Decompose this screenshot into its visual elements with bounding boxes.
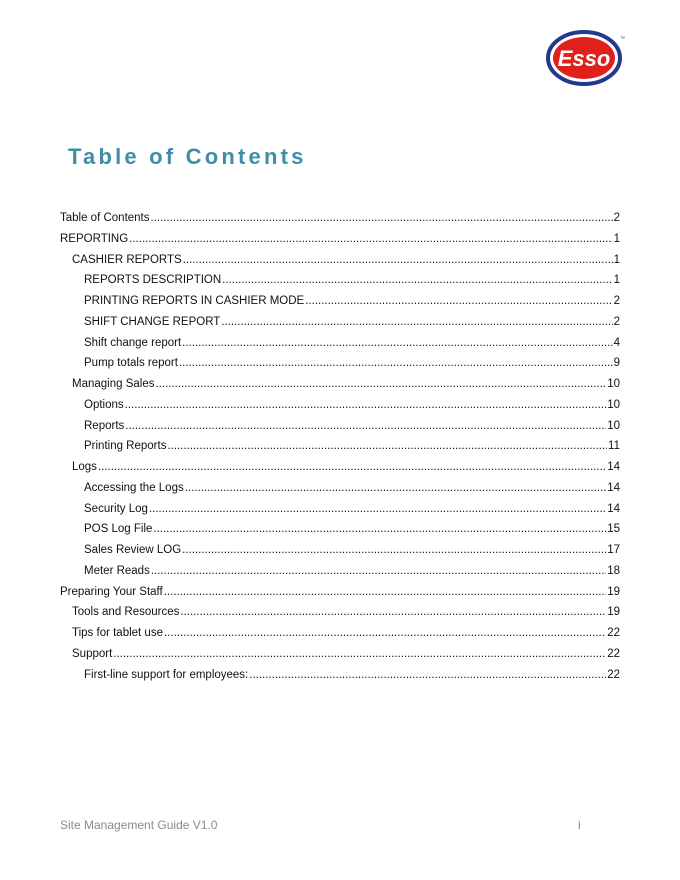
logo-trademark: ™ (620, 36, 625, 42)
toc-dot-leader (155, 374, 606, 395)
toc-dot-leader (222, 270, 612, 291)
toc-entry-page: 19 (607, 585, 620, 598)
toc-entry-page: 22 (607, 627, 620, 639)
toc-heading: Table of Contents (68, 144, 307, 169)
toc-entry-page: 19 (607, 606, 620, 619)
toc-entry-page: 1 (613, 253, 620, 266)
toc-dot-leader (129, 229, 612, 250)
toc-entry-page: 15 (607, 523, 620, 536)
toc-entry-title: Printing Reports (84, 440, 167, 453)
toc-entry-page: 14 (607, 502, 620, 515)
toc-entry-title: Logs (72, 461, 97, 473)
toc-entry-page: 14 (607, 461, 620, 473)
toc-entry[interactable] (60, 353, 620, 374)
toc-entry-title: Options (84, 398, 124, 411)
toc-entry-title: Preparing Your Staff (60, 585, 163, 598)
toc-dot-leader (180, 602, 606, 623)
toc-entry-page: 10 (607, 419, 620, 432)
toc-entry-title: Shift change report (84, 336, 182, 349)
toc-dot-leader (221, 312, 612, 333)
toc-entry[interactable] (60, 623, 620, 644)
toc-entry[interactable] (60, 582, 620, 603)
toc-dot-leader (113, 644, 606, 665)
toc-entry-page: 4 (613, 336, 620, 349)
toc-dot-leader (151, 561, 606, 582)
toc-entry-title: REPORTING (60, 232, 129, 245)
toc-entry-page: 2 (613, 212, 620, 224)
toc-entry-page: 10 (607, 378, 620, 390)
toc-entry-page: 22 (607, 668, 620, 681)
toc-entry[interactable] (60, 499, 620, 520)
toc-entry[interactable] (60, 291, 620, 312)
table-of-contents (60, 208, 620, 685)
toc-entry-title: Table of Contents (60, 212, 150, 224)
toc-entry[interactable] (60, 333, 620, 354)
toc-entry-title: REPORTS DESCRIPTION (84, 274, 222, 287)
toc-dot-leader (153, 519, 606, 540)
toc-dot-leader (151, 208, 613, 229)
toc-entry[interactable] (60, 270, 620, 291)
toc-entry-title: Reports (84, 419, 125, 432)
toc-entry[interactable] (60, 602, 620, 623)
logo-text: Esso (557, 46, 611, 71)
toc-dot-leader (98, 457, 606, 478)
toc-dot-leader (164, 623, 606, 644)
toc-dot-leader (164, 582, 606, 603)
toc-entry-page: 22 (607, 647, 620, 660)
footer-page-number: i (578, 818, 581, 832)
esso-logo-icon (546, 30, 626, 86)
toc-entry-title: PRINTING REPORTS IN CASHIER MODE (84, 295, 305, 307)
toc-entry-title: Tips for tablet use (72, 627, 163, 639)
toc-dot-leader (179, 353, 613, 374)
toc-entry-title: CASHIER REPORTS (72, 253, 182, 266)
toc-entry-title: Security Log (84, 502, 148, 515)
toc-entry[interactable] (60, 374, 620, 395)
toc-entry[interactable] (60, 312, 620, 333)
toc-entry[interactable] (60, 250, 620, 271)
toc-entry-title: Accessing the Logs (84, 481, 184, 494)
toc-entry[interactable] (60, 561, 620, 582)
toc-dot-leader (125, 416, 606, 437)
toc-entry-page: 11 (608, 440, 620, 453)
toc-dot-leader (125, 395, 607, 416)
toc-entry-page: 10 (607, 398, 620, 411)
toc-entry-title: Tools and Resources (72, 606, 180, 619)
toc-entry-title: Sales Review LOG (84, 544, 182, 556)
toc-entry[interactable] (60, 208, 620, 229)
toc-dot-leader (185, 478, 606, 499)
toc-entry-title: POS Log File (84, 523, 153, 536)
toc-entry-page: 2 (613, 295, 620, 307)
toc-entry-page: 2 (613, 315, 620, 328)
toc-entry-title: Support (72, 647, 113, 660)
toc-entry-page: 14 (607, 481, 620, 494)
toc-entry[interactable] (60, 519, 620, 540)
toc-dot-leader (167, 436, 607, 457)
toc-entry[interactable] (60, 644, 620, 665)
toc-entry-title: SHIFT CHANGE REPORT (84, 315, 221, 328)
toc-entry-page: 1 (613, 232, 620, 245)
toc-dot-leader (149, 499, 606, 520)
toc-entry[interactable] (60, 540, 620, 561)
toc-entry-page: 17 (607, 544, 620, 556)
toc-entry-title: Meter Reads (84, 564, 150, 577)
toc-dot-leader (305, 291, 612, 312)
toc-dot-leader (182, 540, 606, 561)
toc-entry-page: 18 (607, 564, 620, 577)
toc-entry-title: Pump totals report (84, 357, 178, 370)
footer-document-title: Site Management Guide V1.0 (60, 818, 218, 832)
toc-entry-page: 1 (613, 274, 620, 287)
toc-entry[interactable] (60, 457, 620, 478)
toc-dot-leader (182, 333, 612, 354)
toc-entry[interactable] (60, 229, 620, 250)
toc-dot-leader (183, 250, 613, 271)
esso-logo (546, 30, 626, 86)
toc-entry[interactable] (60, 395, 620, 416)
toc-entry-title: First-line support for employees: (84, 668, 249, 681)
toc-entry[interactable] (60, 416, 620, 437)
toc-entry[interactable] (60, 436, 620, 457)
toc-entry-page: 9 (613, 357, 620, 370)
toc-dot-leader (249, 665, 606, 686)
toc-entry[interactable] (60, 478, 620, 499)
toc-entry-title: Managing Sales (72, 378, 155, 390)
toc-entry[interactable] (60, 665, 620, 686)
